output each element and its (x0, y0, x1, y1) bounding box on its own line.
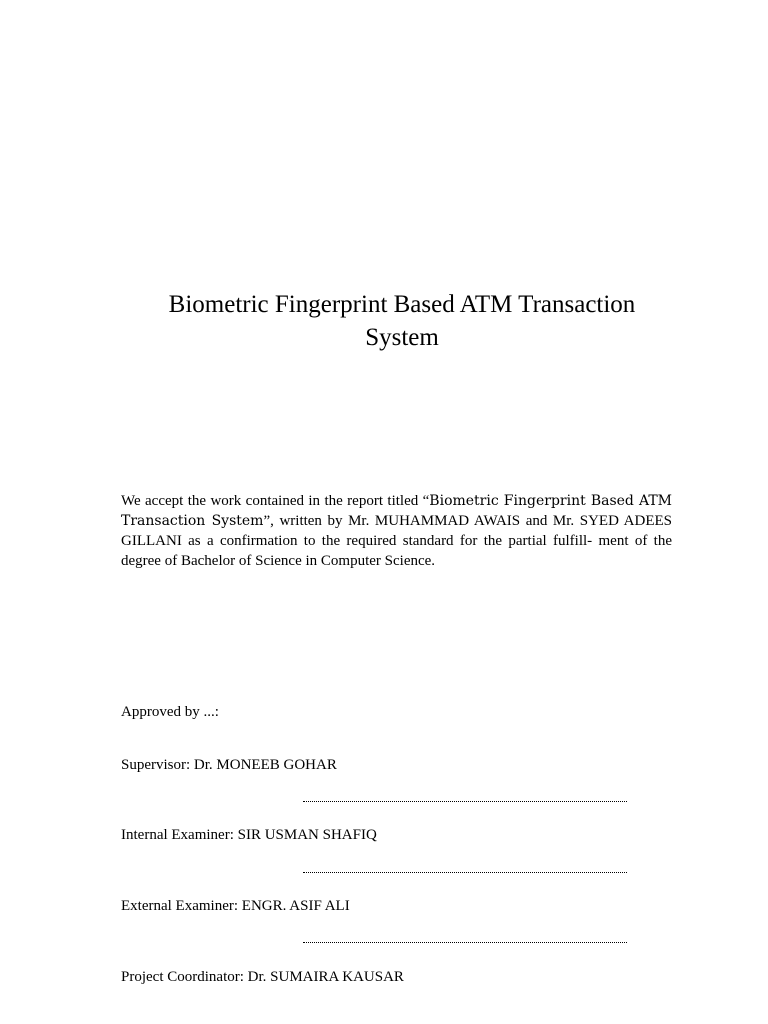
external-examiner-line: External Examiner: ENGR. ASIF ALI (121, 898, 350, 914)
external-examiner-signature-line (303, 942, 627, 944)
project-coordinator-line: Project Coordinator: Dr. SUMAIRA KAUSAR (121, 969, 404, 985)
acceptance-report-title: Biometric Fingerprint Based ATM Transaction System (121, 493, 673, 529)
acceptance-body: ”, written by Mr. MUHAMMAD AWAIS and Mr. SYED ADEES GILLANI as a confirmation to the required standard for the partial fulfill- ment of the degree of Bachelor of Science in Computer Science. (121, 513, 672, 569)
report-title-line-1: Biometric Fingerprint Based ATM Transaction (168, 291, 636, 318)
acceptance-intro: We accept the work contained in the report titled “ (121, 493, 430, 509)
report-title (120, 288, 684, 354)
approved-by-label: Approved by ...: (121, 704, 219, 720)
acceptance-statement (121, 491, 672, 571)
internal-examiner-signature-line (303, 872, 627, 874)
internal-examiner-line: Internal Examiner: SIR USMAN SHAFIQ (121, 827, 377, 843)
supervisor-line: Supervisor: Dr. MONEEB GOHAR (121, 757, 337, 773)
supervisor-signature-line (303, 801, 627, 803)
report-title-line-2: System (365, 324, 439, 351)
